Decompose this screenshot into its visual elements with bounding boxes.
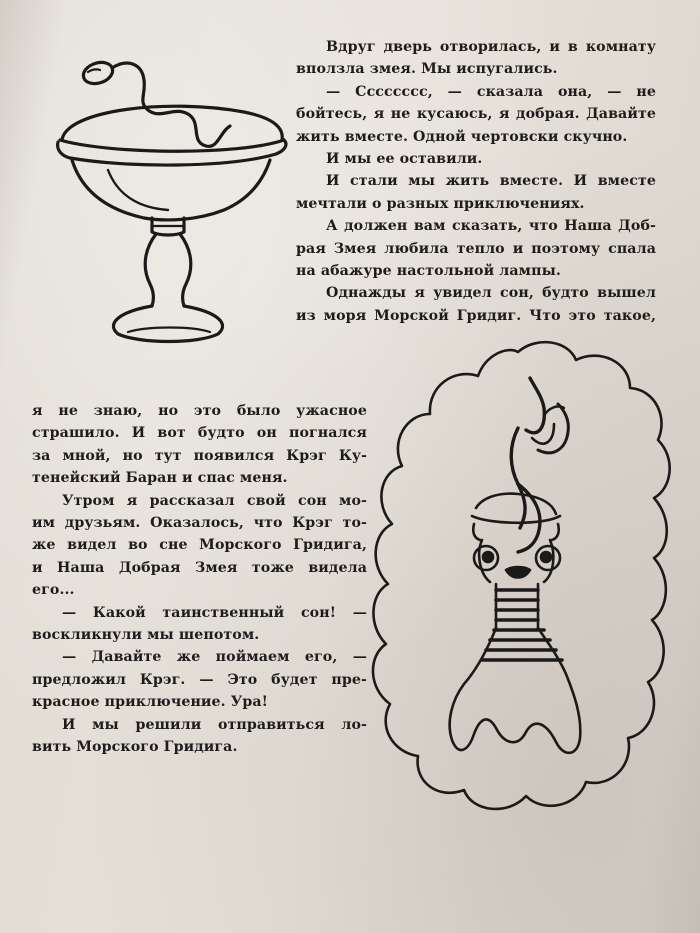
dream-cloud-gridig-icon bbox=[368, 338, 680, 820]
text-line: бойтесь, я не кусаюсь, я добрая. Давайте bbox=[296, 106, 656, 123]
text-line: Вдруг дверь отворилась, и в комнату bbox=[326, 39, 656, 55]
text-line: воскликнули мы шепотом. bbox=[32, 627, 260, 644]
text-line: — Давайте же поймаем его, — bbox=[62, 649, 367, 666]
text-line: тенейский Баран и спас меня. bbox=[32, 470, 288, 487]
text-line: — Какой таинственный сон! — bbox=[62, 604, 367, 621]
text-column-top bbox=[296, 36, 656, 327]
text-line: его... bbox=[32, 582, 75, 599]
text-line: и Наша Добрая Змея тоже видела bbox=[32, 559, 367, 576]
text-line: страшило. И вот будто он погнался bbox=[32, 425, 367, 442]
text-line: красное приключение. Ура! bbox=[32, 694, 269, 711]
text-line: И мы решили отправиться ло- bbox=[62, 716, 367, 733]
snake-on-lamp-icon bbox=[48, 50, 293, 350]
text-line: я не знаю, но это было ужасное bbox=[32, 403, 367, 419]
text-line: из моря Морской Гридиг. Что это такое, bbox=[296, 307, 656, 324]
text-line: за мной, но тут появился Крэг Ку- bbox=[32, 447, 367, 464]
text-line: жить вместе. Одной чертовски скучно. bbox=[296, 128, 628, 145]
text-line: вползла змея. Мы испугались. bbox=[296, 61, 558, 78]
text-line: на абажуре настольной лампы. bbox=[296, 263, 561, 280]
text-line: Утром я рассказал свой сон мо- bbox=[62, 492, 367, 509]
text-line: рая Змея любила тепло и поэтому спала bbox=[296, 240, 656, 257]
text-column-bottom bbox=[32, 400, 367, 759]
text-line: предложил Крэг. — Это будет пре- bbox=[32, 671, 367, 688]
text-line: им друзьям. Оказалось, что Крэг то- bbox=[32, 515, 367, 532]
text-line: мечтали о разных приключениях. bbox=[296, 195, 585, 212]
text-line: — Сссссссс, — сказала она, — не bbox=[326, 83, 656, 100]
text-line: вить Морского Гридига. bbox=[32, 739, 238, 756]
text-line: И мы ее оставили. bbox=[326, 151, 483, 168]
text-line: А должен вам сказать, что Наша Доб- bbox=[326, 218, 656, 235]
text-line: И стали мы жить вместе. И вместе bbox=[326, 173, 656, 190]
text-line: же видел во сне Морского Гридига, bbox=[32, 537, 367, 554]
text-line: Однажды я увидел сон, будто вышел bbox=[326, 285, 656, 302]
